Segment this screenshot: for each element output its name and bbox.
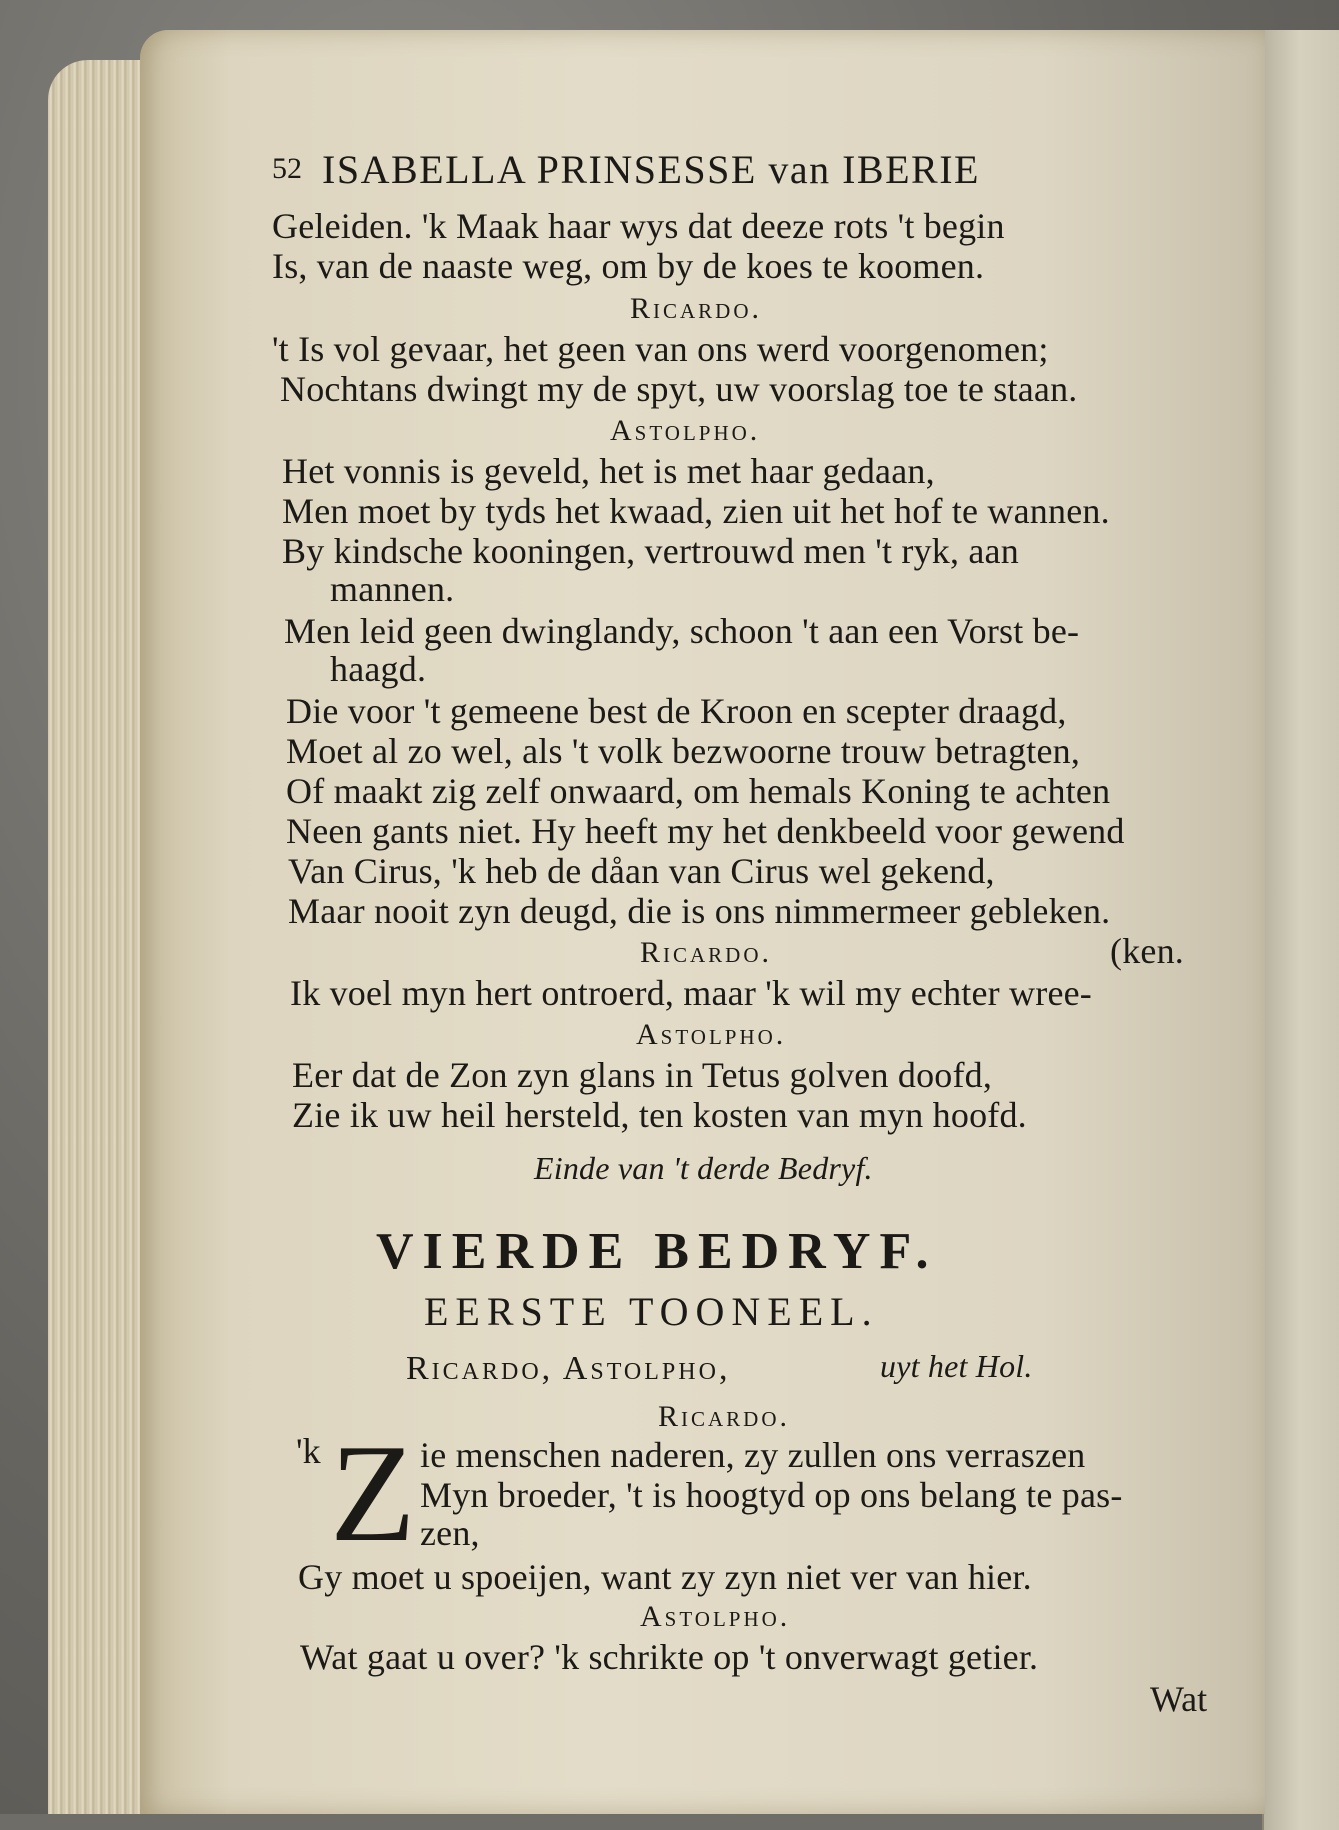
verse-line: Van Cirus, 'k heb de dåan van Cirus wel gekend, <box>288 851 995 891</box>
verse-line: Maar nooit zyn deugd, die is ons nimmermeer gebleken. <box>288 891 1111 931</box>
verse-line-continued: mannen. <box>330 569 455 609</box>
verse-line: By kindsche kooningen, vertrouwd men 't ryk, aan <box>282 531 1019 571</box>
speaker-name: Ricardo. <box>658 1400 791 1433</box>
carried-word: (ken. <box>1110 931 1184 971</box>
verse-line: Is, van de naaste weg, om by de koes te koomen. <box>272 246 985 286</box>
line-prefix: 'k <box>296 1431 321 1471</box>
page-number: 52 <box>272 152 302 185</box>
verse-line: Gy moet u spoeijen, want zy zyn niet ver van hier. <box>298 1557 1032 1597</box>
verse-line: Men leid geen dwinglandy, schoon 't aan een Vorst be- <box>284 611 1080 651</box>
verse-line: Ik voel myn hert ontroerd, maar 'k wil my echter wree- <box>290 973 1092 1013</box>
speaker-name: Astolpho. <box>610 414 761 447</box>
verse-line: ie menschen naderen, zy zullen ons verraszen <box>420 1435 1086 1475</box>
verse-line: Neen gants niet. Hy heeft my het denkbeeld voor gewend <box>286 811 1125 851</box>
verse-line: Myn broeder, 't is hoogtyd op ons belang te pas- <box>420 1475 1123 1515</box>
verse-line: Of maakt zig zelf onwaard, om hemals Koning te achten <box>286 771 1111 811</box>
verse-line: Zie ik uw heil hersteld, ten kosten van myn hoofd. <box>292 1095 1027 1135</box>
speaker-name: Astolpho. <box>640 1600 791 1633</box>
scene-title: EERSTE TOONEEL. <box>424 1289 879 1334</box>
running-title: ISABELLA PRINSESSE van IBERIE <box>322 147 980 192</box>
verse-line: Wat gaat u over? 'k schrikte op 't onverwagt getier. <box>300 1637 1039 1677</box>
verse-line: Eer dat de Zon zyn glans in Tetus golven doofd, <box>292 1055 993 1095</box>
verse-line: Men moet by tyds het kwaad, zien uit het hof te wannen. <box>282 491 1110 531</box>
cast-list: Ricardo, Astolpho, <box>406 1350 731 1387</box>
speaker-name: Astolpho. <box>636 1018 787 1051</box>
catchword: Wat <box>1150 1679 1208 1719</box>
verse-line: Nochtans dwingt my de spyt, uw voorslag toe te staan. <box>280 369 1078 409</box>
verse-line: Het vonnis is geveld, het is met haar gedaan, <box>282 451 935 491</box>
verse-line: Die voor 't gemeene best de Kroon en scepter draagd, <box>286 691 1067 731</box>
cast-location: uyt het Hol. <box>880 1348 1033 1384</box>
act-title: VIERDE BEDRYF. <box>376 1223 938 1280</box>
drop-cap: Z <box>330 1416 416 1571</box>
verse-line-continued: haagd. <box>330 649 427 689</box>
verse-line: 't Is vol gevaar, het geen van ons werd voorgenomen; <box>272 329 1049 369</box>
act-end-note: Einde van 't derde Bedryf. <box>534 1150 873 1186</box>
speaker-name: Ricardo. <box>630 292 763 325</box>
verse-line-continued: zen, <box>420 1513 480 1553</box>
verse-line: Geleiden. 'k Maak haar wys dat deeze rots 't begin <box>272 206 1005 246</box>
facing-page-edge <box>1262 30 1339 1830</box>
verse-line: Moet al zo wel, als 't volk bezwoorne trouw betragten, <box>286 731 1081 771</box>
speaker-name: Ricardo. <box>640 936 773 969</box>
